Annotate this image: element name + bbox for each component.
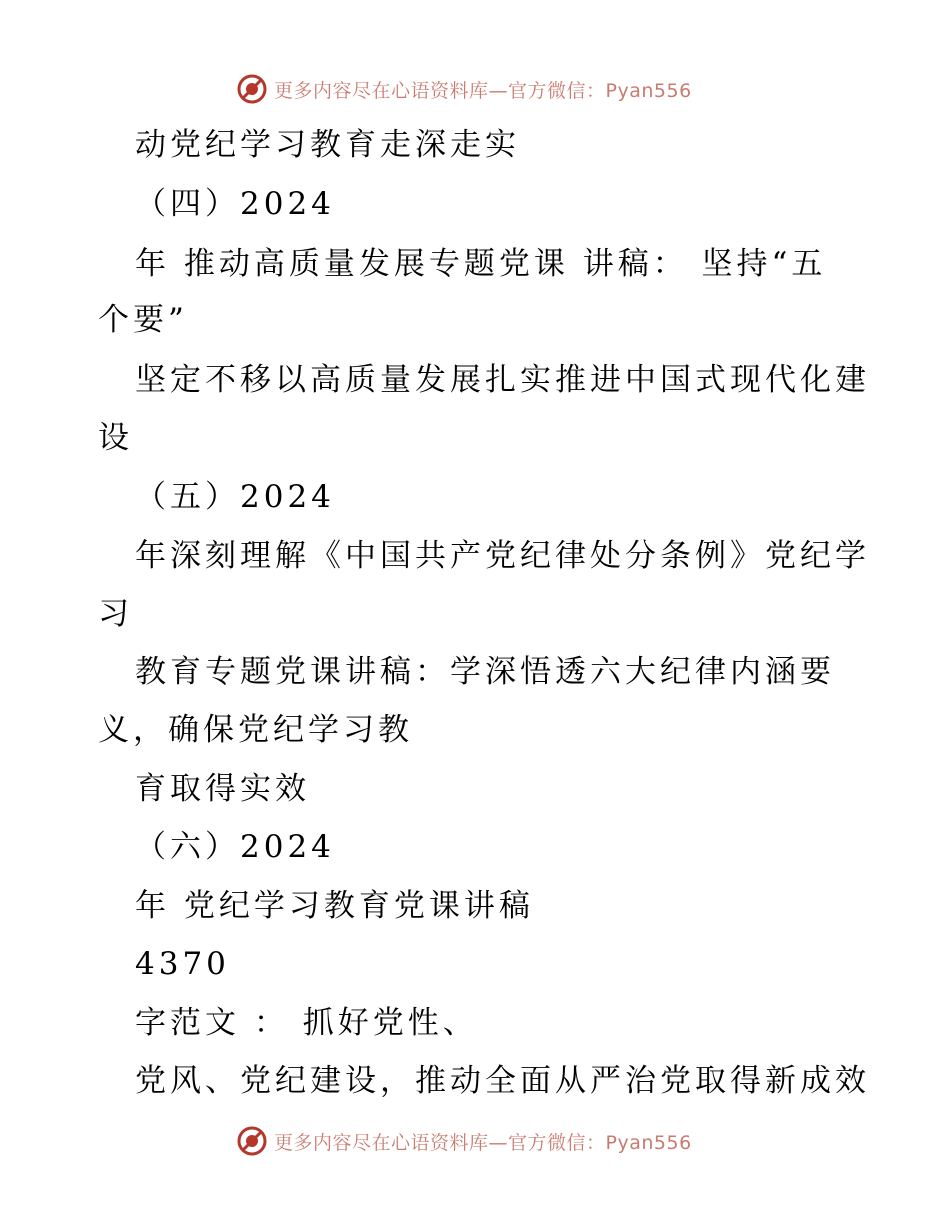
- text-line: 年 党纪学习教育党课讲稿: [135, 888, 534, 924]
- seal-icon: [236, 1125, 268, 1157]
- text-line: 设: [98, 420, 133, 456]
- text-line: 年 推动高质量发展专题党课 讲稿： 坚持“五: [135, 246, 827, 282]
- text-line: 习: [98, 596, 133, 632]
- watermark-text: 更多内容尽在心语资料库—官方微信：Pyan556: [274, 79, 692, 102]
- text-line: 育取得实效: [135, 771, 310, 807]
- text-line: 义，确保党纪学习教: [98, 712, 413, 748]
- text-line: （六）2024: [135, 829, 335, 865]
- footer-watermark: [236, 1124, 692, 1158]
- text-line: 字范文 ： 抓好党性、: [135, 1005, 478, 1041]
- header-watermark: [236, 72, 692, 106]
- text-line: 党风、党纪建设，推动全面从严治党取得新成效: [135, 1063, 870, 1099]
- text-line: 年深刻理解《中国共产党纪律处分条例》党纪学: [135, 538, 870, 574]
- text-line: 教育专题党课讲稿：学深悟透六大纪律内涵要: [135, 654, 835, 690]
- text-line: 动党纪学习教育走深走实: [135, 127, 520, 163]
- text-line: 坚定不移以高质量发展扎实推进中国式现代化建: [135, 362, 870, 398]
- text-line: 4370: [135, 946, 230, 982]
- text-line: 个要”: [98, 302, 188, 338]
- watermark-text: 更多内容尽在心语资料库—官方微信：Pyan556: [274, 1131, 692, 1154]
- text-line: （五）2024: [135, 479, 335, 515]
- text-line: （四）2024: [135, 186, 335, 222]
- seal-icon: [236, 73, 268, 105]
